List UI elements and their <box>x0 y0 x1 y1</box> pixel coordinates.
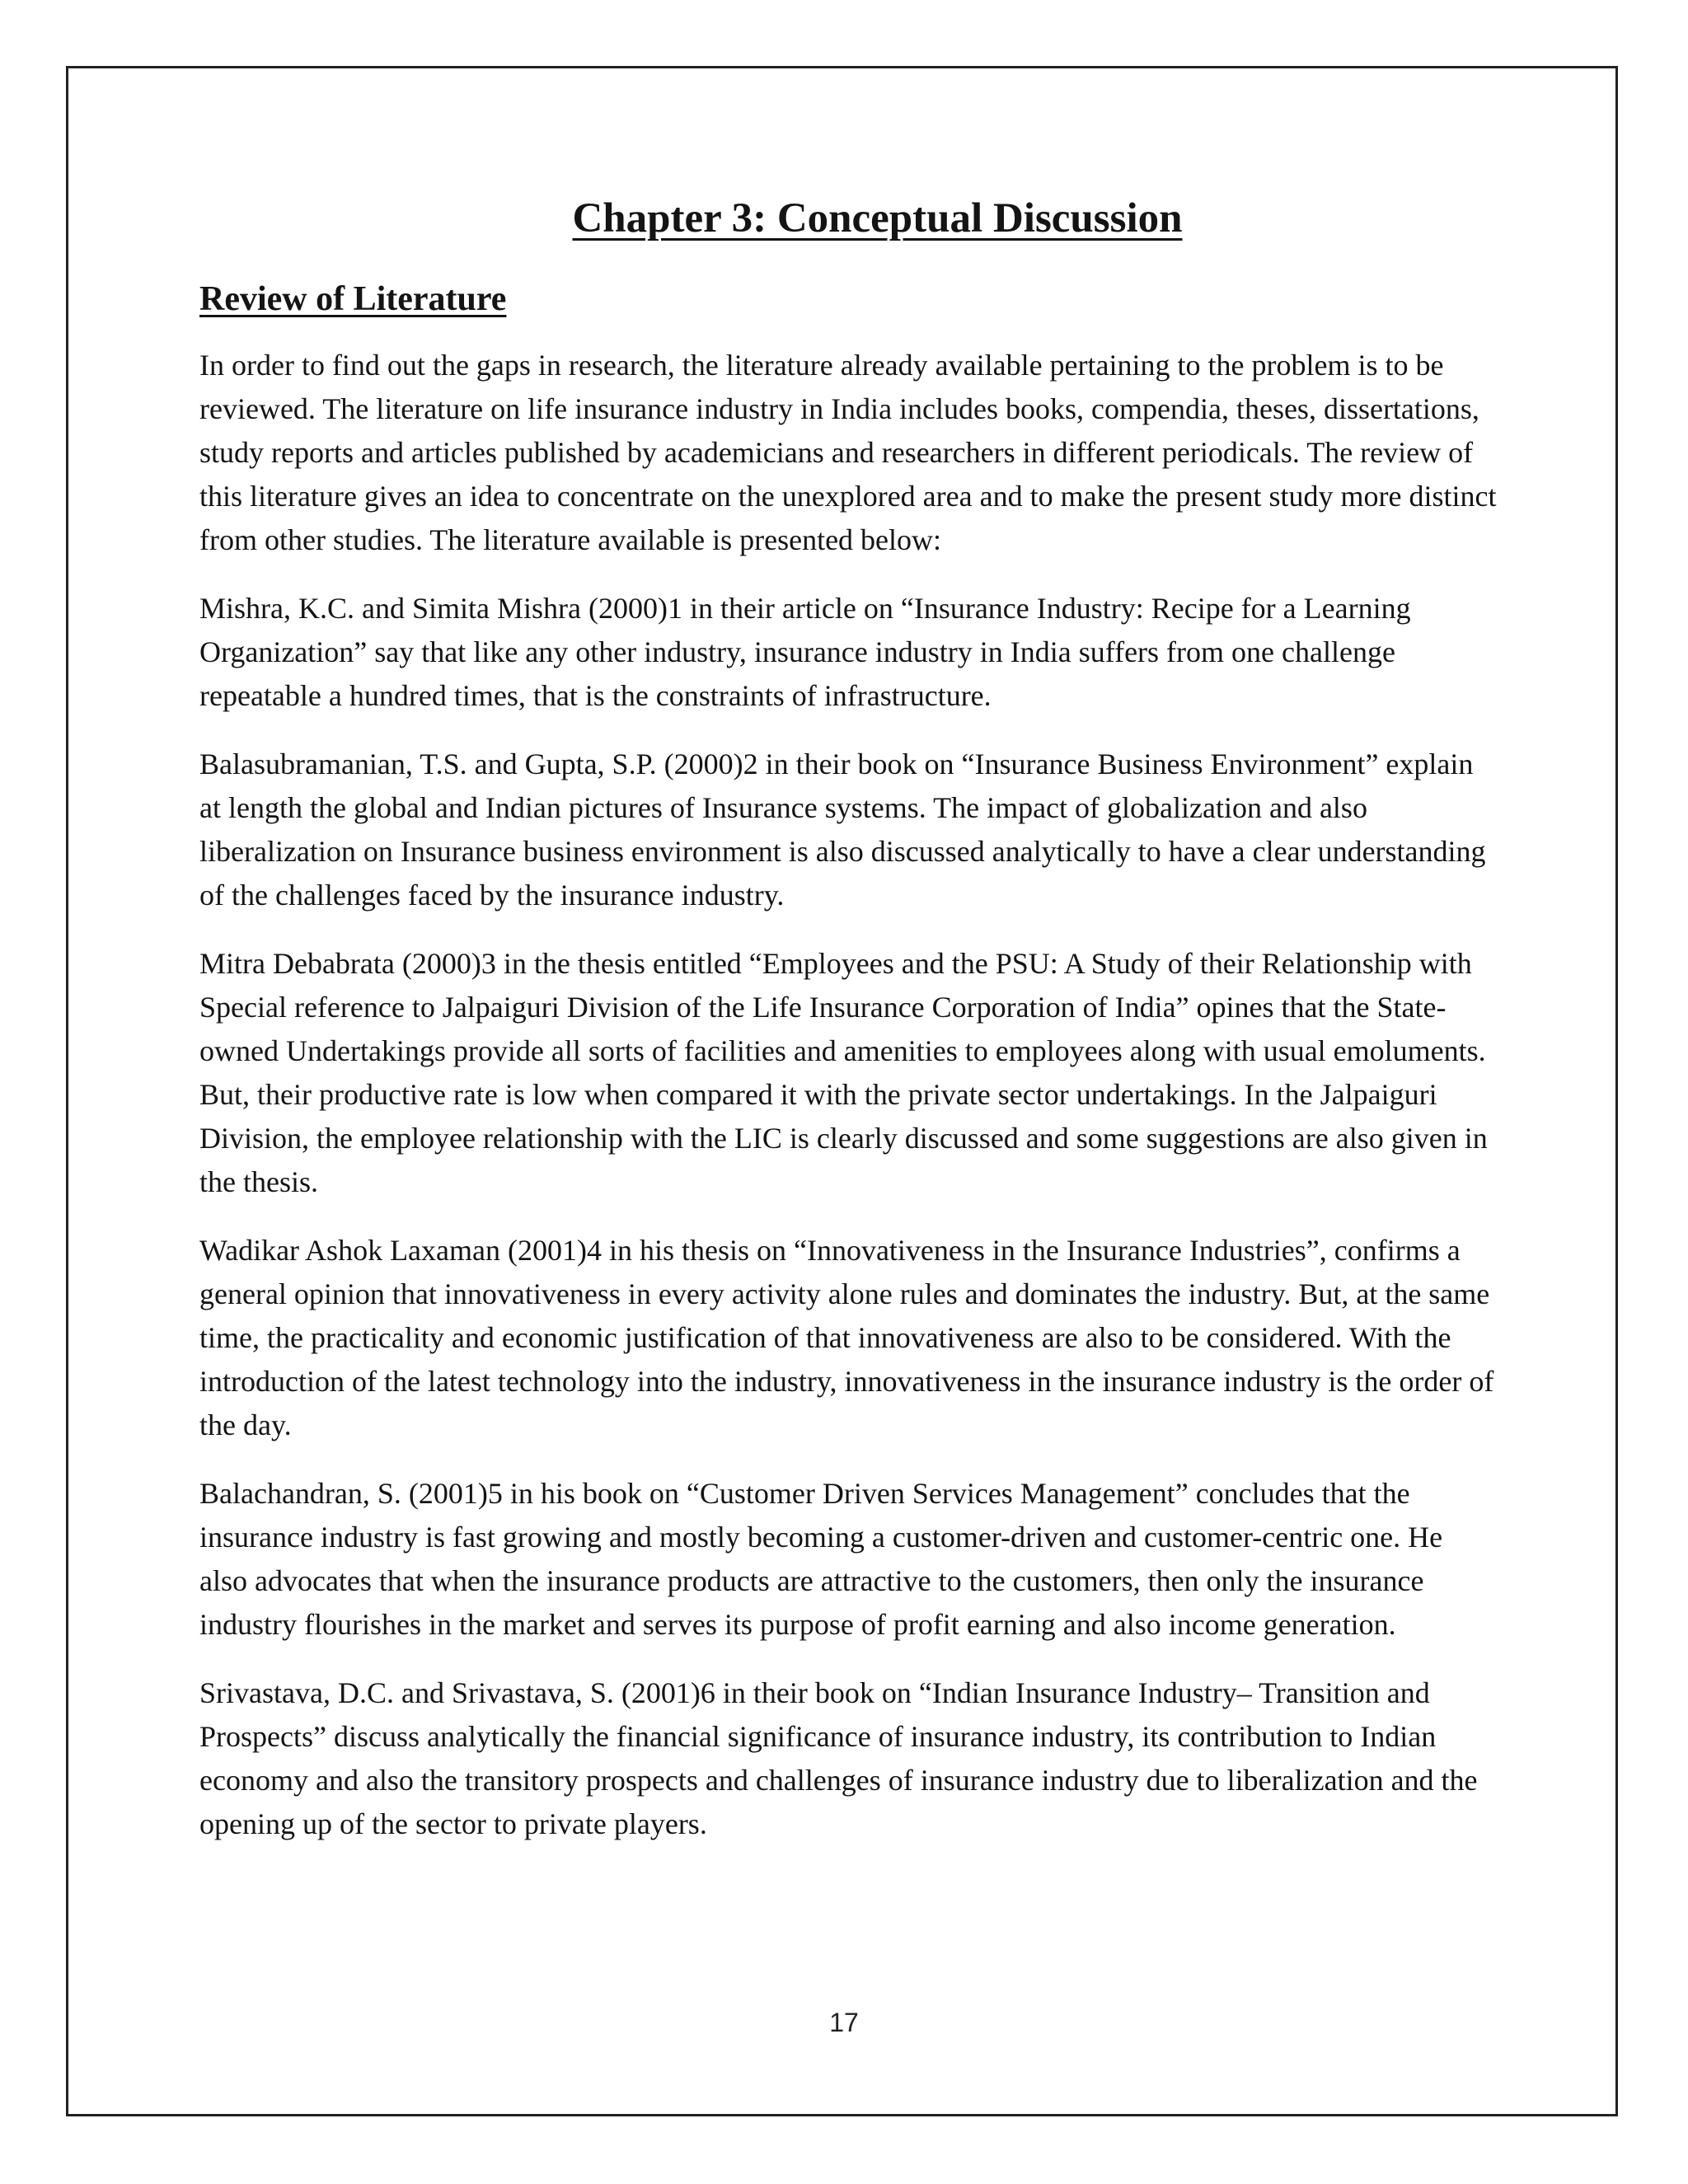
chapter-title: Chapter 3: Conceptual Discussion <box>572 195 1183 241</box>
page-content <box>199 191 1498 1871</box>
paragraph-intro: In order to find out the gaps in research, the literature already available pertaining to the problem is to be reviewed. The literature on life insurance industry in India includes books, compendia, theses, dissertations, study reports and articles published by academicians and researchers in different periodicals. The review of this literature gives an idea to concentrate on the unexplored area and to make the present study more distinct from other studies. The literature available is presented below: <box>199 348 1497 556</box>
paragraph-mitra: Mitra Debabrata (2000)3 in the thesis entitled “Employees and the PSU: A Study of their Relationship with Special reference to Jalpaiguri Division of the Life Insurance Corporation of India” opines that the State-owned Undertakings provide all sorts of facilities and amenities to employees along with usual emoluments. But, their productive rate is low when compared it with the private sector undertakings. In the Jalpaiguri Division, the employee relationship with the LIC is clearly discussed and some suggestions are also given in the thesis. <box>199 946 1488 1198</box>
paragraph-balasubramanian: Balasubramanian, T.S. and Gupta, S.P. (2000)2 in their book on “Insurance Business Environment” explain at length the global and Indian pictures of Insurance systems. The impact of globalization and also liberalization on Insurance business environment is also discussed analytically to have a clear understanding of the challenges faced by the insurance industry. <box>199 747 1486 912</box>
paragraph-balachandran: Balachandran, S. (2001)5 in his book on “Customer Driven Services Management” concludes that the insurance industry is fast growing and mostly becoming a customer-driven and customer-centric one. He also advocates that when the insurance products are attractive to the customers, then only the insurance industry flourishes in the market and serves its purpose of profit earning and also income generation. <box>199 1476 1443 1641</box>
page-number: 17 <box>829 2008 859 2037</box>
section-title: Review of Literature <box>199 280 507 319</box>
paragraph-wadikar: Wadikar Ashok Laxaman (2001)4 in his thesis on “Innovativeness in the Insurance Industries”, confirms a general opinion that innovativeness in every activity alone rules and dominates the industry. But, at the same time, the practicality and economic justification of that innovativeness are also to be considered. With the introduction of the latest technology into the industry, innovativeness in the insurance industry is the order of the day. <box>199 1233 1494 1441</box>
paragraph-srivastava: Srivastava, D.C. and Srivastava, S. (2001)6 in their book on “Indian Insurance Industry– Transition and Prospects” discuss analytically the financial significance of insurance industry, its contribution to Indian economy and also the transitory prospects and challenges of insurance industry due to liberalization and the opening up of the sector to private players. <box>199 1675 1478 1840</box>
paragraph-mishra: Mishra, K.C. and Simita Mishra (2000)1 in their article on “Insurance Industry: Recipe for a Learning Organization” say that like any other industry, insurance industry in India suffers from one challenge repeatable a hundred times, that is the constraints of infrastructure. <box>199 591 1411 712</box>
